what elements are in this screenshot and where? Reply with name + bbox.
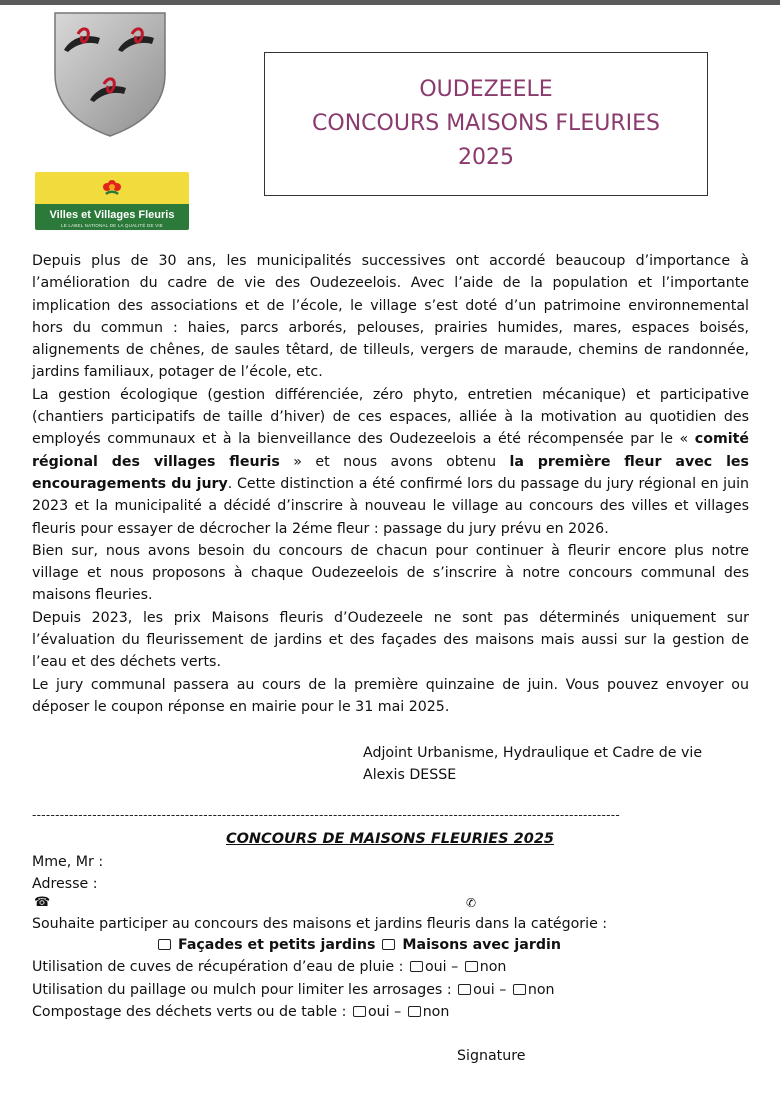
dash: –: [499, 982, 507, 998]
logo-name: Villes et Villages Fleuris: [49, 209, 175, 221]
paragraph-2: [32, 384, 749, 540]
question-rainwater-label: Utilisation de cuves de récupération d’eau de pluie :: [32, 959, 404, 975]
category-1-checkbox[interactable]: [158, 939, 171, 950]
oui-label: oui: [424, 959, 447, 975]
question-mulch: [32, 982, 555, 998]
name-field-label: Mme, Mr :: [32, 854, 104, 870]
rainwater-oui-checkbox[interactable]: [410, 961, 423, 972]
title-line-2: CONCOURS MAISONS FLEURIES: [312, 111, 660, 136]
flower-icon: [101, 178, 123, 198]
paragraph-2-part-c: . Cette distinction a été confirmé lors du passage du jury régional en juin 2023 et la municipalité a décidé d’inscrire à nouveau le village au concours des villes et villages fleuris pour essayer de décrocher la 2éme fleur : passage du jury prévu en 2026.: [32, 475, 750, 537]
title-line-3: 2025: [458, 145, 514, 170]
category-options: [156, 937, 561, 953]
non-label: non: [527, 982, 555, 998]
address-field-label: Adresse :: [32, 876, 98, 892]
paragraph-2-bold-1: comité régional des villages fleuris: [32, 431, 749, 470]
top-bar: [0, 0, 780, 5]
mulch-oui-checkbox[interactable]: [458, 984, 471, 995]
phone-icon: ☎: [34, 895, 51, 910]
dash: –: [451, 959, 459, 975]
question-mulch-label: Utilisation du paillage ou mulch pour limiter les arrosages :: [32, 982, 452, 998]
rainwater-non-checkbox[interactable]: [465, 961, 478, 972]
non-label: non: [479, 959, 507, 975]
compost-non-checkbox[interactable]: [408, 1006, 421, 1017]
paragraph-4: Depuis 2023, les prix Maisons fleuris d’Oudezeele ne sont pas déterminés uniquement sur l’évaluation du fleurissement de jardins et des façades des maisons mais aussi sur la gestion de l’eau et des déchets verts.: [32, 609, 749, 671]
non-label: non: [422, 1004, 450, 1020]
category-2-label: Maisons avec jardin: [402, 937, 561, 953]
signatory-role: Adjoint Urbanisme, Hydraulique et Cadre de vie: [363, 745, 703, 761]
body-text: [32, 250, 749, 718]
paragraph-1: Depuis plus de 30 ans, les municipalités successives ont accordé beaucoup d’importance à l’amélioration du cadre de vie des Oudezeelois. Avec l’aide de la population et l’importante implication des associations et de l’école, le village s’est doté d’un patrimoine environnemental hors du commun : haies, parcs arborés, pelouses, prairies humides, mares, espaces boisés, alignements de chênes, de saules têtard, de tilleuls, vergers de maraude, chemins de randonnée, jardins familiaux, potager de l’école, etc.: [32, 253, 749, 381]
category-prompt: Souhaite participer au concours des maisons et jardins fleuris dans la catégorie :: [32, 916, 608, 932]
mulch-non-checkbox[interactable]: [513, 984, 526, 995]
form-title: CONCOURS DE MAISONS FLEURIES 2025: [225, 831, 555, 847]
oui-label: oui: [367, 1004, 390, 1020]
question-compost-label: Compostage des déchets verts ou de table :: [32, 1004, 347, 1020]
question-rainwater: [32, 959, 506, 975]
title-box: [264, 52, 708, 196]
cut-line: -------------------------------------------------------------------------------------------------------------------------------: [32, 808, 621, 822]
signature-label: Signature: [457, 1048, 526, 1064]
category-1-label: Façades et petits jardins: [177, 937, 376, 953]
paragraph-2-part-b: » et nous avons obtenu: [279, 453, 510, 470]
paragraph-2-part-a: La gestion écologique (gestion différenciée, zéro phyto, entretien mécanique) et participative (chantiers participatifs de taille d’hiver) de ces espaces, alliée à la motivation au quotidien des employés communaux et à la bienveillance des Oudezeelois a été récompensée par le «: [32, 386, 749, 448]
oui-label: oui: [473, 982, 495, 998]
mobile-phone-icon: ✆: [466, 896, 477, 910]
paragraph-2-bold-2: la première fleur avec les encouragements du jury: [32, 453, 749, 492]
question-compost: [32, 1004, 449, 1020]
compost-oui-checkbox[interactable]: [353, 1006, 366, 1017]
category-2-checkbox[interactable]: [382, 939, 395, 950]
signature-block: [363, 742, 702, 786]
coat-of-arms-icon: [52, 12, 168, 138]
signatory-name: Alexis DESSE: [363, 767, 457, 783]
dash: –: [394, 1004, 402, 1020]
villes-villages-fleuris-logo: [35, 172, 189, 230]
logo-tagline: LE LABEL NATIONAL DE LA QUALITÉ DE VIE: [61, 223, 163, 228]
title-line-1: OUDEZEELE: [419, 77, 553, 102]
paragraph-3: Bien sur, nous avons besoin du concours de chacun pour continuer à fleurir encore plus notre village et nous proposons à chaque Oudezeelois de s’inscrire à notre concours communal des maisons fleuries.: [32, 542, 749, 604]
paragraph-5: Le jury communal passera au cours de la première quinzaine de juin. Vous pouvez envoyer ou déposer le coupon réponse en mairie pour le 31 mai 2025.: [32, 676, 749, 715]
